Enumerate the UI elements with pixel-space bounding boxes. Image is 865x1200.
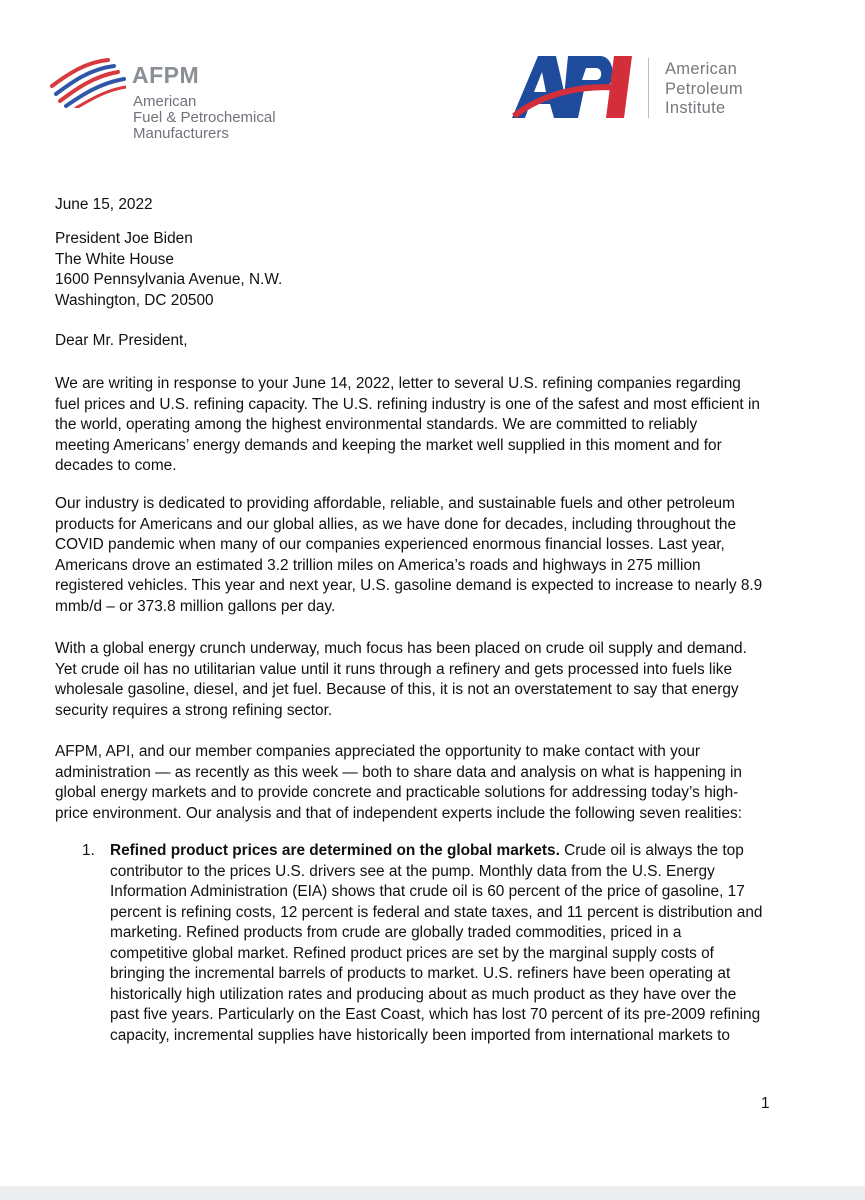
- list-item-heading: Refined product prices are determined on the global markets.: [110, 842, 560, 859]
- letter-date: June 15, 2022: [55, 196, 153, 213]
- recipient-address: [55, 229, 282, 311]
- paragraph-3: With a global energy crunch underway, much focus has been placed on crude oil supply and demand. Yet crude oil has no utilitarian value until it runs through a refinery and gets processed into fuels like wholesale gasoline, diesel, and jet fuel. Because of this, it is not an overstatement to say that energy security requires a strong refining sector.: [55, 640, 747, 719]
- salutation: Dear Mr. President,: [55, 332, 188, 349]
- api-wordmark-icon: [512, 54, 636, 120]
- api-full-name: American Petroleum Institute: [665, 60, 743, 117]
- list-item-number: 1.: [82, 842, 95, 859]
- address-line: The White House: [55, 250, 174, 268]
- page-number: 1: [761, 1095, 770, 1112]
- api-logo: [512, 54, 832, 124]
- address-line: Washington, DC 20500: [55, 291, 214, 309]
- list-item-body: Refined product prices are determined on the global markets. Crude oil is always the top contributor to the prices U.S. drivers see at the pump. Monthly data from the U.S. Energy Information Administration (EIA) shows that crude oil is 60 percent of the price of gasoline, 17 percent is refining costs, 12 percent is federal and state taxes, and 11 percent is distribution and marketing. Refined products from crude are globally traded commodities, priced in a competitive global market. Refined product prices are set by the marginal supply costs of bringing the incremental barrels of products to market. U.S. refiners have been operating at historically high utilization rates and producing about as much product as they have over the past five years. Particularly on the East Coast, which has lost 70 percent of its pre-2009 refining capacity, incremental supplies have historically been imported from international markets to: [110, 842, 763, 1044]
- page-bottom-edge: [0, 1186, 865, 1200]
- paragraph-1: We are writing in response to your June 14, 2022, letter to several U.S. refining companies regarding fuel prices and U.S. refining capacity. The U.S. refining industry is one of the safest and most efficient in the world, operating among the highest environmental standards. We are committed to reliably meeting Americans’ energy demands and keeping the market well supplied in this moment and for decades to come.: [55, 375, 760, 474]
- afpm-full-name: American Fuel & Petrochemical Manufacturers: [133, 93, 276, 142]
- logo-divider: [648, 58, 649, 118]
- paragraph-2: Our industry is dedicated to providing affordable, reliable, and sustainable fuels and other petroleum products for Americans and our global allies, as we have done for decades, including throughout the COVID pandemic when many of our companies experienced enormous financial losses. Last year, Americans drove an estimated 3.2 trillion miles on America’s roads and highways in 275 million registered vehicles. This year and next year, U.S. gasoline demand is expected to increase to nearly 8.9 mmb/d – or 373.8 million gallons per day.: [55, 495, 763, 615]
- afpm-flag-icon: [46, 56, 126, 108]
- afpm-logo: [46, 56, 276, 148]
- address-line: 1600 Pennsylvania Avenue, N.W.: [55, 271, 283, 288]
- address-line: President Joe Biden: [55, 230, 193, 247]
- paragraph-4: AFPM, API, and our member companies appreciated the opportunity to make contact with your administration — as recently as this week — both to share data and analysis on what is happening in global energy markets and to provide concrete and practicable solutions for addressing today’s high- price environment. Our analysis and that of independent experts include the following seven realities:: [55, 743, 742, 822]
- afpm-abbreviation: AFPM: [132, 62, 200, 88]
